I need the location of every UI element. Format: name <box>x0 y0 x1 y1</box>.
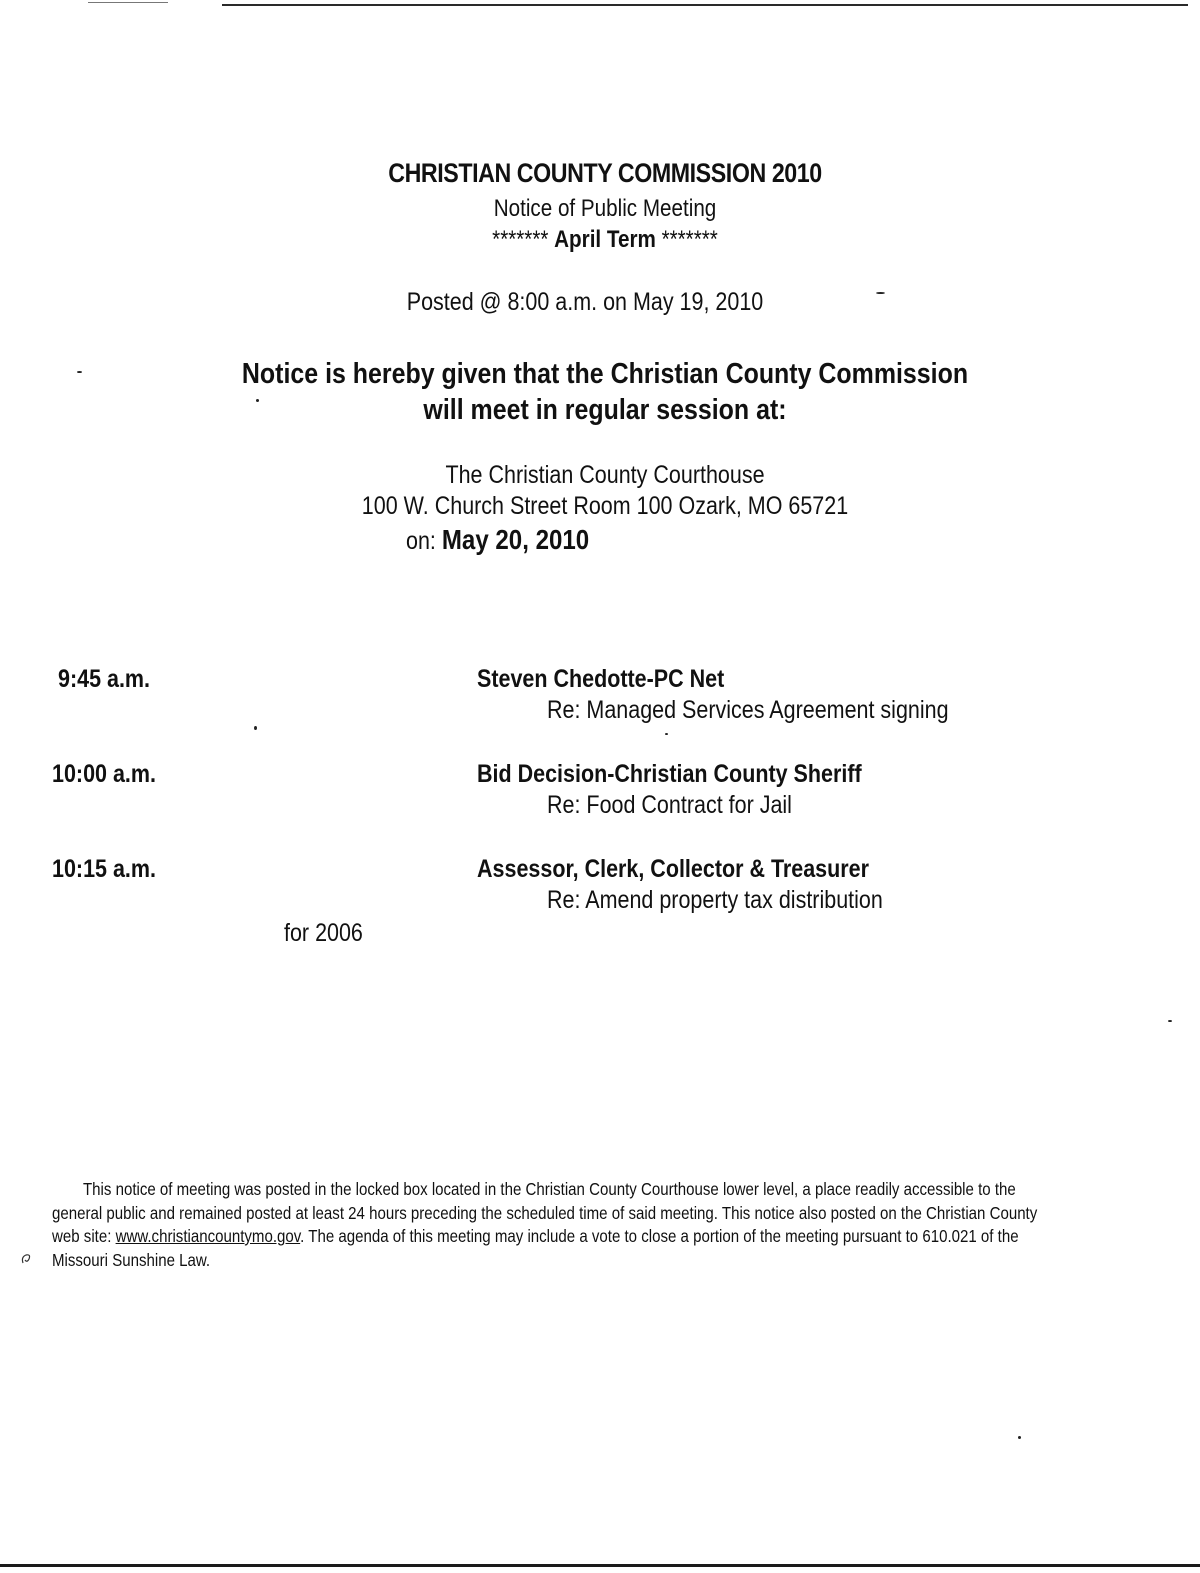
posting-statement <box>52 1178 1050 1272</box>
scan-speck <box>665 733 668 735</box>
notice-line-1: Notice is hereby given that the Christian County Commission <box>241 358 969 390</box>
posted-line: Posted @ 8:00 a.m. on May 19, 2010 <box>406 288 764 316</box>
agenda-item-title: Bid Decision-Christian County Sheriff <box>477 760 862 788</box>
meeting-date-line <box>406 524 589 556</box>
on-label: on: <box>406 527 436 555</box>
meeting-location <box>85 460 1126 522</box>
agenda-item-title: Assessor, Clerk, Collector & Treasurer <box>477 855 869 883</box>
agenda-time: 10:00 a.m. <box>52 760 156 788</box>
agenda-item-re: Re: Amend property tax distribution <box>547 886 883 914</box>
scan-artifact-line <box>222 4 1188 6</box>
agenda-item-title: Steven Chedotte-PC Net <box>477 665 725 693</box>
term-name: April Term <box>554 226 656 253</box>
scan-speck <box>77 371 82 373</box>
scan-speck <box>1018 1436 1021 1439</box>
county-website-link[interactable]: www.christiancountymo.gov <box>115 1226 301 1246</box>
agenda-time: 9:45 a.m. <box>58 665 151 693</box>
term-line <box>85 226 1126 254</box>
location-building: The Christian County Courthouse <box>445 461 765 489</box>
term-stars-right: ******* <box>661 226 718 253</box>
margin-mark-icon <box>20 1253 32 1265</box>
agenda-item-re: Re: Managed Services Agreement signing <box>547 696 949 724</box>
term-stars-left: ******* <box>492 226 549 253</box>
handwritten-margin-mark <box>20 1252 32 1268</box>
scan-speck <box>254 726 257 730</box>
posting-statement-text: This notice of meeting was posted in the locked box located in the Christian County Courthouse lower level, a place readily accessible to the general public and remained posted at least 24 hours preceding the scheduled time of said meeting. This notice also posted on the Christian County web site: <box>52 1179 1038 1246</box>
agenda-time: 10:15 a.m. <box>52 855 156 883</box>
agenda-item-continuation: for 2006 <box>284 919 363 947</box>
scan-artifact-line <box>0 1564 1200 1567</box>
notice-line-2: will meet in regular session at: <box>423 394 787 426</box>
location-address: 100 W. Church Street Room 100 Ozark, MO 65721 <box>361 492 849 520</box>
document-subtitle: Notice of Public Meeting <box>493 195 717 222</box>
meeting-date: May 20, 2010 <box>441 524 590 555</box>
agenda-item-re: Re: Food Contract for Jail <box>547 791 792 819</box>
scan-artifact-line <box>88 2 168 3</box>
posting-statement-text-end: . The agenda of this meeting may include a vote to close a portion of the meeting pursuant to 610.021 of the Missouri Sunshine Law. <box>52 1226 1019 1270</box>
notice-statement <box>85 356 1126 428</box>
scan-speck <box>1168 1020 1172 1022</box>
document-title: CHRISTIAN COUNTY COMMISSION 2010 <box>388 158 822 188</box>
